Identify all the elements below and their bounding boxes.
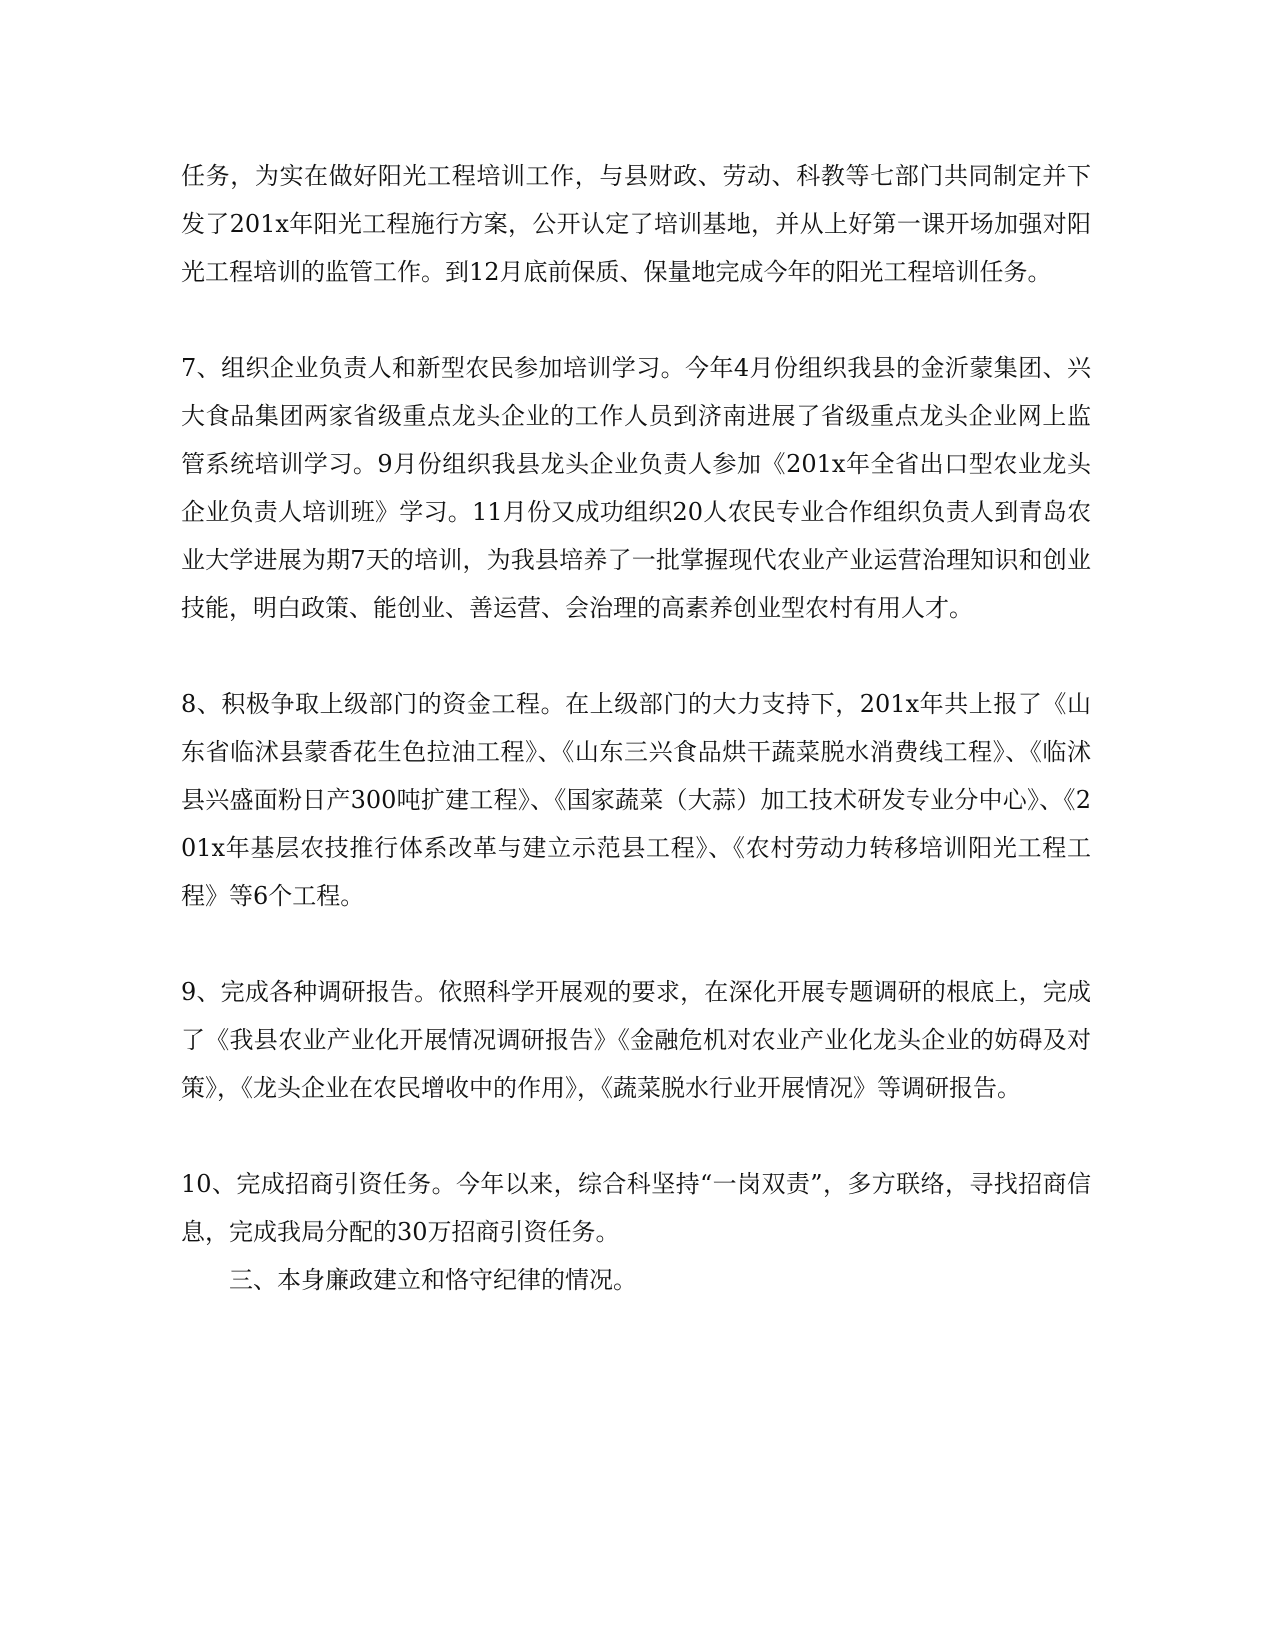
paragraph-sunshine-project: 任务，为实在做好阳光工程培训工作，与县财政、劳动、科教等七部门共同制定并下发了201x年阳光工程施行方案，公开认定了培训基地，并从上好第一课开场加强对阳光工程培训的监管工作。到12月底前保质、保量地完成今年的阳光工程培训任务。 [181,162,1091,286]
paragraph-item-8: 8、积极争取上级部门的资金工程。在上级部门的大力支持下，201x年共上报了《山东省临沭县蒙香花生色拉油工程》、《山东三兴食品烘干蔬菜脱水消费线工程》、《临沭县兴盛面粉日产300吨扩建工程》、《国家蔬菜（大蒜）加工技术研发专业分中心》、《201x年基层农技推行体系改革与建立示范县工程》、《农村劳动力转移培训阳光工程工程》等6个工程。 [181,690,1091,910]
document-page [181,152,1091,1304]
paragraph-item-10: 10、完成招商引资任务。今年以来，综合科坚持“一岗双责”，多方联络，寻找招商信息，完成我局分配的30万招商引资任务。 [181,1170,1091,1246]
paragraph-item-7: 7、组织企业负责人和新型农民参加培训学习。今年4月份组织我县的金沂蒙集团、兴大食品集团两家省级重点龙头企业的工作人员到济南进展了省级重点龙头企业网上监管系统培训学习。9月份组织我县龙头企业负责人参加《201x年全省出口型农业龙头企业负责人培训班》学习。11月份又成功组织20人农民专业合作组织负责人到青岛农业大学进展为期7天的培训，为我县培养了一批掌握现代农业产业运营治理知识和创业技能，明白政策、能创业、善运营、会治理的高素养创业型农村有用人才。 [181,354,1091,622]
section-heading: 三、本身廉政建立和恪守纪律的情况。 [229,1266,637,1294]
paragraph-item-9: 9、完成各种调研报告。依照科学开展观的要求，在深化开展专题调研的根底上，完成了《我县农业产业化开展情况调研报告》《金融危机对农业产业化龙头企业的妨碍及对策》，《龙头企业在农民增收中的作用》，《蔬菜脱水行业开展情况》等调研报告。 [181,978,1091,1102]
